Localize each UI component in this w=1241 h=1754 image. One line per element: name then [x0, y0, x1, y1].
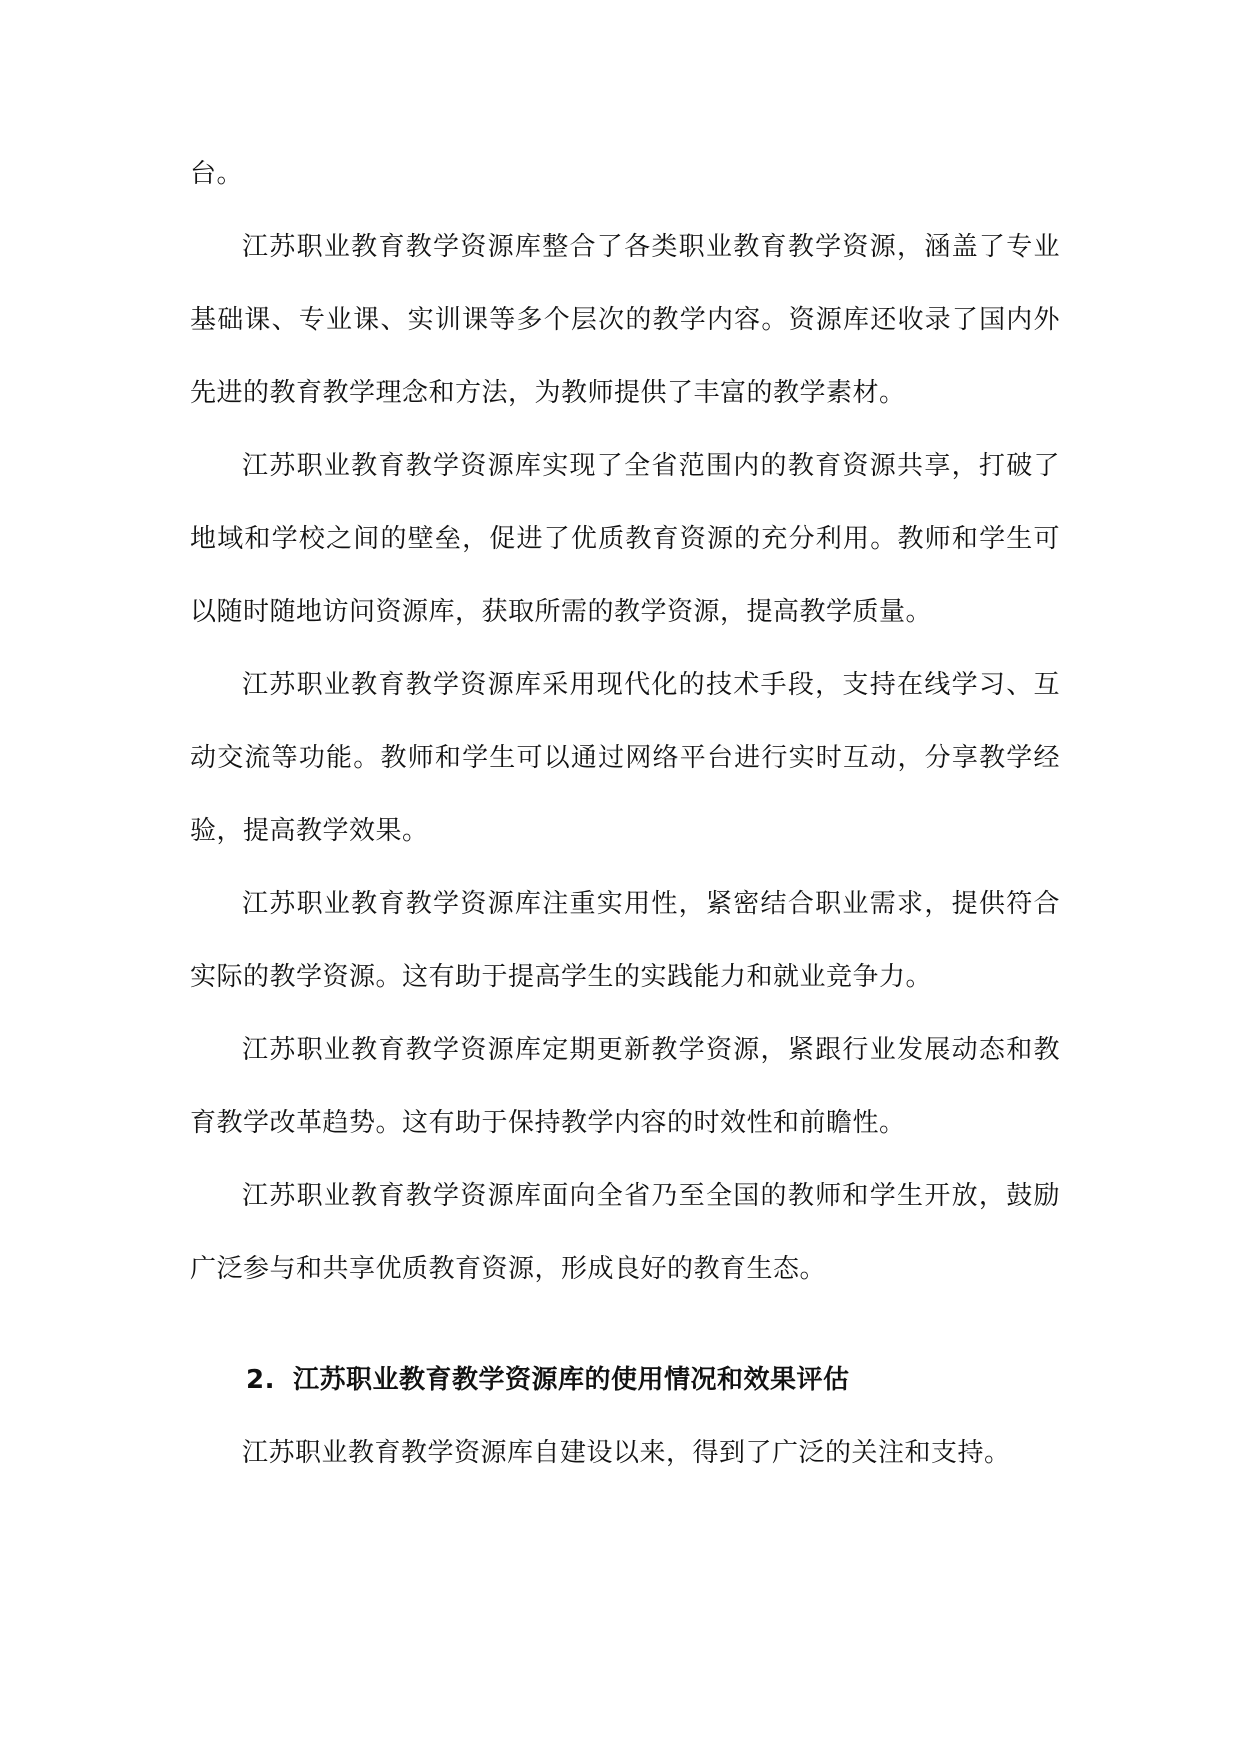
- document-body: [190, 138, 1060, 1490]
- paragraph-open-access: 江苏职业教育教学资源库面向全省乃至全国的教师和学生开放，鼓励广泛参与和共享优质教育资源，形成良好的教育生态。: [190, 1181, 1060, 1284]
- paragraph-resource-integration: 江苏职业教育教学资源库整合了各类职业教育教学资源，涵盖了专业基础课、专业课、实训课等多个层次的教学内容。资源库还收录了国内外先进的教育教学理念和方法，为教师提供了丰富的教学素材。: [190, 232, 1060, 408]
- paragraph-usage-intro: 江苏职业教育教学资源库自建设以来，得到了广泛的关注和支持。: [242, 1438, 1011, 1468]
- paragraph-practicality: 江苏职业教育教学资源库注重实用性，紧密结合职业需求，提供符合实际的教学资源。这有助于提高学生的实践能力和就业竞争力。: [190, 889, 1060, 992]
- section-heading: [190, 1344, 1060, 1417]
- paragraph-modern-technology: 江苏职业教育教学资源库采用现代化的技术手段，支持在线学习、互动交流等功能。教师和学生可以通过网络平台进行实时互动，分享教学经验，提高教学效果。: [190, 670, 1060, 846]
- paragraph-regular-updates: 江苏职业教育教学资源库定期更新教学资源，紧跟行业发展动态和教育教学改革趋势。这有助于保持教学内容的时效性和前瞻性。: [190, 1035, 1060, 1138]
- section-number: 2.: [246, 1365, 275, 1395]
- paragraph-resource-sharing: 江苏职业教育教学资源库实现了全省范围内的教育资源共享，打破了地域和学校之间的壁垒，促进了优质教育资源的充分利用。教师和学生可以随时随地访问资源库，获取所需的教学资源，提高教学质量。: [190, 451, 1060, 627]
- paragraph-continuation: 台。: [190, 159, 244, 189]
- section-title: 江苏职业教育教学资源库的使用情况和效果评估: [292, 1365, 850, 1395]
